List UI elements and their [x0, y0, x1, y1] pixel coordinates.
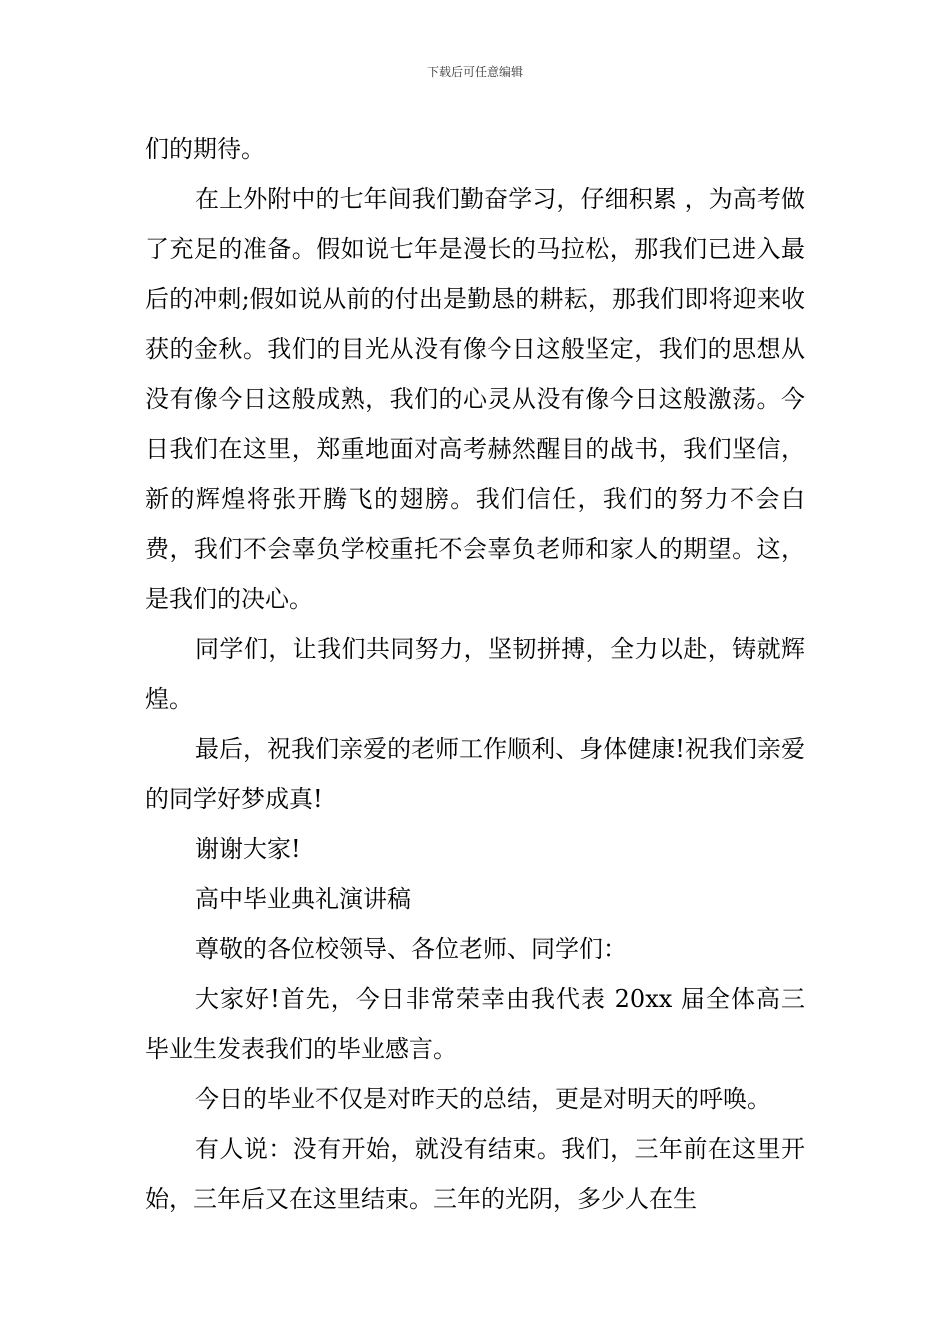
paragraph: 大家好!首先，今日非常荣幸由我代表 20xx 届全体高三毕业生发表我们的毕业感言。 — [145, 985, 805, 1063]
speech-title: 高中毕业典礼演讲稿 — [195, 885, 411, 913]
paragraph: 今日的毕业不仅是对昨天的总结，更是对明天的呼唤。 — [195, 1085, 771, 1113]
paragraph: 同学们，让我们共同努力，坚韧拼搏，全力以赴，铸就辉煌。 — [145, 635, 805, 713]
document-body — [145, 124, 805, 1224]
paragraph: 谢谢大家! — [195, 835, 301, 863]
paragraph: 们的期待。 — [145, 135, 265, 163]
salutation: 尊敬的各位校领导、各位老师、同学们： — [195, 935, 627, 963]
paragraph: 在上外附中的七年间我们勤奋学习，仔细积累 ，为高考做了充足的准备。假如说七年是漫长的马拉松，那我们已进入最后的冲刺;假如说从前的付出是勤恳的耕耘，那我们即将迎来收获的金秋。我们的目光从没有像今日这般坚定，我们的思想从没有像今日这般成熟，我们的心灵从没有像今日这般激荡。今日我们在这里，郑重地面对高考赫然醒目的战书，我们坚信，新的辉煌将张开腾飞的翅膀。我们信任，我们的努力不会白费，我们不会辜负学校重托不会辜负老师和家人的期望。这，是我们的决心。 — [145, 185, 805, 613]
page-header: 下载后可任意编辑 — [426, 65, 523, 79]
paragraph: 最后，祝我们亲爱的老师工作顺利、身体健康!祝我们亲爱的同学好梦成真! — [145, 735, 805, 813]
paragraph: 有人说：没有开始，就没有结束。我们，三年前在这里开始，三年后又在这里结束。三年的光阴，多少人在生 — [145, 1135, 805, 1213]
